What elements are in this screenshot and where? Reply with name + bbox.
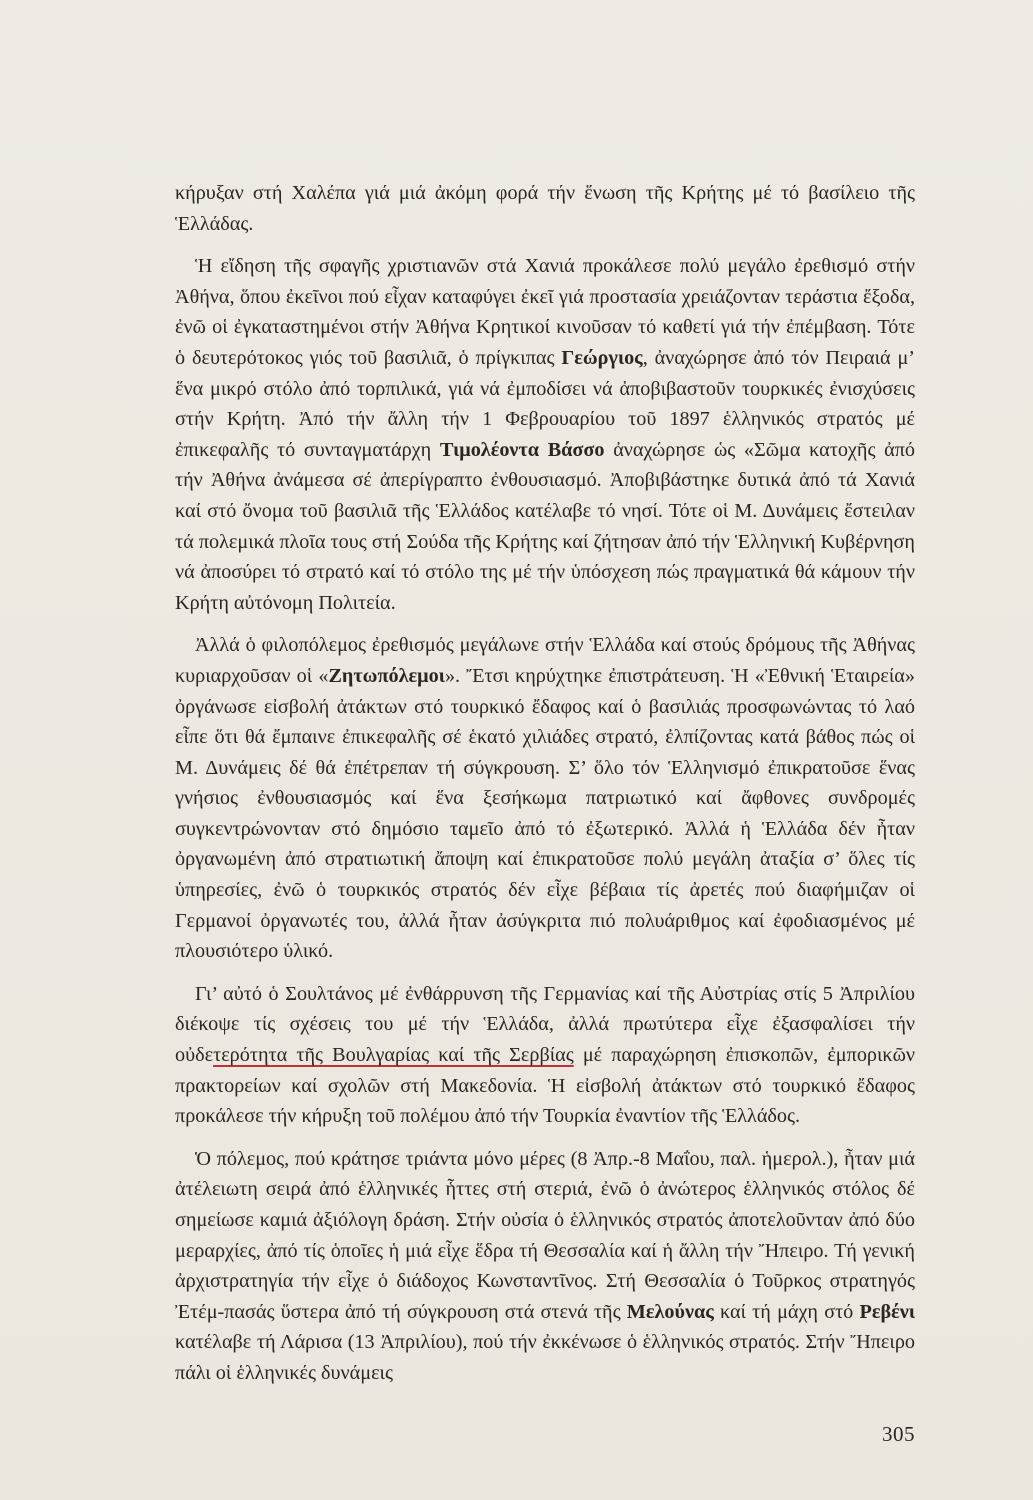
bold-name: Τιμολέοντα Βάσσο xyxy=(439,438,605,461)
paragraph xyxy=(175,1144,915,1389)
text-run: ». Ἔτσι κηρύχτηκε ἐπιστράτευση. Ἡ «Ἐθνική Ἑταιρεία» ὀργάνωσε εἰσβολή ἀτάκτων στό τουρκικό ἔδαφος καί ὁ βασιλιάς προσφωνώντας τό λαό εἶπε ὅτι θά ἔμπαινε ἐπικεφαλῆς σέ ἑκατό χιλιάδες στρατό, ἐλπίζοντας κατά βάθος πώς οἱ Μ. Δυνάμεις δέ θά ἐπέτρεπαν τή σύγκρουση. Σ’ ὅλο τόν Ἑλληνισμό ἐπικρατοῦσε ἕνας γνήσιος ἐνθουσιασμός καί ἕνα ξεσήκωμα πατριωτικό καί ἄφθονες συνδρομές συγκεντρώνονταν στό δημόσιο ταμεῖο ἀπό τό ἐξωτερικό. Ἀλλά ἡ Ἑλλάδα δέν ἦταν ὀργανωμένη ἀπό στρατιωτική ἄποψη καί ἐπικρατοῦσε πολύ μεγάλη ἀταξία σ’ ὅλες τίς ὑπηρεσίες, ἐνῶ ὁ τουρκικός στρατός δέν εἶχε βέβαια τίς ἀρετές πού διαφήμιζαν οἱ Γερμανοί ὀργανωτές του, ἀλλά ἦταν ἀσύγκριτα πιό πολυάριθμος καί ἐφοδιασμένος μέ πλουσιότερο ὑλικό. xyxy=(175,664,915,963)
paragraph xyxy=(175,979,915,1132)
red-pen-underline: τερότητα τῆς Βουλγαρίας καί τῆς Σερβίας xyxy=(213,1044,574,1067)
text-run: Γι’ αὐτό ὁ Σουλτάνος μέ ἐνθάρρυνση τῆς Γερμανίας καί τῆς Αὐστρίας στίς 5 Ἀπριλίου διέκοψε τίς σχέσεις του μέ τήν Ἑλλάδα, ἀλλά πρωτύτερα εἶχε ἐξασφαλίσει τήν οὐδε xyxy=(175,982,915,1067)
text-run: μέ παραχώρηση ἐπισκοπῶν, ἐμπορικῶν πρακτορείων καί σχολῶν στή Μακεδονία. Ἡ εἰσβολή ἀτάκτων στό τουρκικό ἔδαφος προκάλεσε τήν κήρυξη τοῦ πολέμου ἀπό τήν Τουρκία ἐναντίον τῆς Ἑλλάδος. xyxy=(175,1044,916,1128)
paragraph xyxy=(175,178,915,239)
text-run: κατέλαβε τή Λάρισα (13 Ἀπριλίου), πού τήν ἐκκένωσε ὁ ἑλληνικός στρατός. Στήν Ἤπειρο πάλι οἱ ἑλληνικές δυνάμεις xyxy=(175,1331,915,1384)
text-run: κήρυξαν στή Χαλέπα γιά μιά ἀκόμη φορά τήν ἕνωση τῆς Κρήτης μέ τό βασίλειο τῆς Ἑλλάδας. xyxy=(175,182,915,235)
page-number: 305 xyxy=(882,1422,915,1446)
paragraph xyxy=(175,630,915,967)
text-run: ἀναχώρησε ὡς «Σῶμα κατοχῆς ἀπό τήν Ἀθήνα ἀνάμεσα σέ ἀπερίγραπτο ἐνθουσιασμό. Ἀποβιβάστηκε δυτικά ἀπό τά Χανιά καί στό ὄνομα τοῦ βασιλιᾶ τῆς Ἑλλάδος κατέλαβε τό νησί. Τότε οἱ Μ. Δυνάμεις ἔστειλαν τά πολεμικά πλοῖα τους στή Σούδα τῆς Κρήτης καί ζήτησαν ἀπό τήν Ἑλληνική Κυβέρνηση νά ἀποσύρει τό στρατό καί τό στόλο της μέ τήν ὑπόσχεση πώς πραγματικά θά κάμουν τήν Κρήτη αὐτόνομη Πολιτεία. xyxy=(175,438,915,614)
page-text-body xyxy=(175,178,915,1401)
text-run: καί τή μάχη στό xyxy=(713,1300,860,1323)
text-run: Ἀλλά ὁ φιλοπόλεμος ἐρεθισμός μεγάλωνε στήν Ἑλλάδα καί στούς δρόμους τῆς Ἀθήνας κυριαρχοῦσαν οἱ « xyxy=(175,634,915,687)
bold-name: Ρεβένι xyxy=(859,1300,915,1323)
paragraph xyxy=(175,251,915,618)
text-run: Ἡ εἴδηση τῆς σφαγῆς χριστιανῶν στά Χανιά προκάλεσε πολύ μεγάλο ἐρεθισμό στήν Ἀθήνα, ὅπου ἐκεῖνοι πού εἶχαν καταφύγει ἐκεῖ γιά προστασία χρειάζονταν τεράστια ἔξοδα, ἐνῶ οἱ ἐγκαταστημένοι στήν Ἀθήνα Κρητικοί κινοῦσαν τό καθετί γιά τήν ἐπέμβαση. Τότε ὁ δευτερότοκος γιός τοῦ βασιλιᾶ, ὁ πρίγκιπας xyxy=(175,255,915,369)
bold-name: Μελούνας xyxy=(626,1300,714,1323)
text-run: , ἀναχώρησε ἀπό τόν Πειραιά μ’ ἕνα μικρό στόλο ἀπό τορπιλικά, γιά νά ἐμποδίσει νά ἀποβιβαστοῦν τουρκικές ἐνισχύσεις στήν Κρήτη. Ἀπό τήν ἄλλη τήν 1 Φεβρουαρίου τοῦ 1897 ἑλληνικός στρατός μέ ἐπικεφαλῆς τό συνταγματάρχη xyxy=(175,346,916,461)
bold-name: Γεώργιος xyxy=(561,346,643,369)
text-run: Ὁ πόλεμος, πού κράτησε τριάντα μόνο μέρες (8 Ἀπρ.-8 Μαΐου, παλ. ἡμερολ.), ἦταν μιά ἀτέλειωτη σειρά ἀπό ἑλληνικές ἧττες στή στεριά, ἐνῶ ὁ ἀνώτερος ἑλληνικός στόλος δέ σημείωσε καμιά ἀξιόλογη δράση. Στήν οὐσία ὁ ἑλληνικός στρατός ἀποτελοῦνταν ἀπό δύο μεραρχίες, ἀπό τίς ὁποῖες ἡ μιά εἶχε ἕδρα τή Θεσσαλία καί ἡ ἄλλη τήν Ἤπειρο. Τή γενική ἀρχιστρατηγία τήν εἶχε ὁ διάδοχος Κωνσταντῖνος. Στή Θεσσαλία ὁ Τοῦρκος στρατηγός Ἐτέμ-πασάς ὕστερα ἀπό τή σύγκρουση στά στενά τῆς xyxy=(175,1147,915,1323)
bold-name: Ζητωπόλεμοι xyxy=(328,664,445,687)
